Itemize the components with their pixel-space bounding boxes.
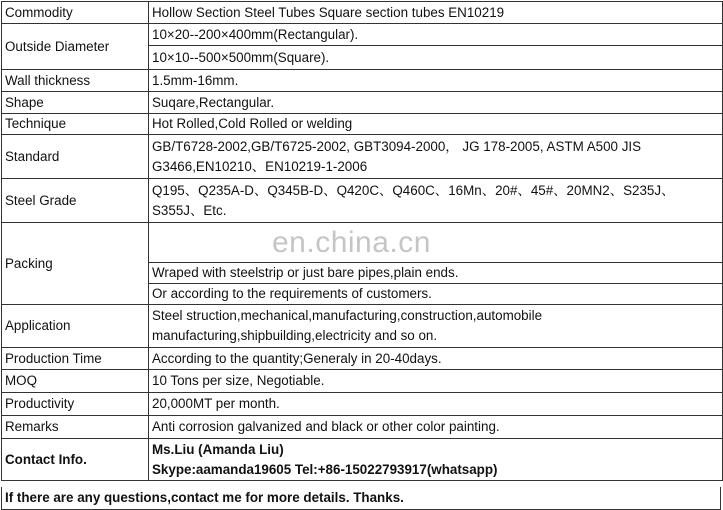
standard-value <box>149 135 723 179</box>
row-remarks <box>2 416 723 439</box>
commodity-label: Commodity <box>2 2 149 24</box>
productivity-value: 20,000MT per month. <box>149 393 723 416</box>
outside-diameter-line1: 10×20--200×400mm(Rectangular). <box>149 24 723 46</box>
row-application <box>2 305 723 348</box>
standard-line2: G3466,EN10210、EN10219-1-2006 <box>152 158 368 174</box>
shape-value: Suqare,Rectangular. <box>149 92 723 114</box>
technique-label: Technique <box>2 114 149 135</box>
productivity-label: Productivity <box>2 393 149 416</box>
footer-note: If there are any questions,contact me for more details. Thanks. <box>1 487 721 510</box>
row-packing <box>2 223 723 263</box>
steel-grade-label: Steel Grade <box>2 179 149 223</box>
remarks-label: Remarks <box>2 416 149 439</box>
row-standard <box>2 135 723 179</box>
row-commodity <box>2 2 723 24</box>
contact-name: Ms.Liu (Amanda Liu) <box>152 441 284 457</box>
standard-line1: GB/T6728-2002,GB/T6725-2002, GBT3094-2000， JG 178-2005, ASTM A500 JIS <box>152 138 642 154</box>
standard-label: Standard <box>2 135 149 179</box>
production-time-label: Production Time <box>2 348 149 370</box>
row-moq <box>2 370 723 393</box>
application-label: Application <box>2 305 149 348</box>
watermark: en.china.cn <box>272 226 431 259</box>
shape-label: Shape <box>2 92 149 114</box>
outside-diameter-line2: 10×10--500×500mm(Square). <box>149 46 723 70</box>
application-value <box>149 305 723 348</box>
production-time-value: According to the quantity;Generaly in 20-40days. <box>149 348 723 370</box>
commodity-value: Hollow Section Steel Tubes Square section tubes EN10219 <box>149 2 723 24</box>
row-productivity <box>2 393 723 416</box>
row-technique <box>2 114 723 135</box>
row-production-time <box>2 348 723 370</box>
moq-value: 10 Tons per size, Negotiable. <box>149 370 723 393</box>
row-shape <box>2 92 723 114</box>
wall-thickness-label: Wall thickness <box>2 70 149 92</box>
row-wall-thickness <box>2 70 723 92</box>
spec-table <box>1 1 723 481</box>
steel-grade-line1: Q195、Q235A-D、Q345B-D、Q420C、Q460C、16Mn、20#、45#、20MN2、S235J、 <box>152 182 675 198</box>
moq-label: MOQ <box>2 370 149 393</box>
row-steel-grade <box>2 179 723 223</box>
outside-diameter-label: Outside Diameter <box>2 24 149 70</box>
packing-spacer <box>149 223 723 263</box>
technique-value: Hot Rolled,Cold Rolled or welding <box>149 114 723 135</box>
packing-line2: Or according to the requirements of customers. <box>149 284 723 305</box>
row-outside-diameter <box>2 24 723 46</box>
application-line1: Steel struction,mechanical,manufacturing,construction,automobile <box>152 308 543 323</box>
row-contact <box>2 439 723 481</box>
packing-label: Packing <box>2 223 149 305</box>
contact-label: Contact Info. <box>2 439 149 481</box>
packing-line1: Wraped with steelstrip or just bare pipes,plain ends. <box>149 263 723 284</box>
contact-value <box>149 439 723 481</box>
steel-grade-value <box>149 179 723 223</box>
steel-grade-line2: S355J、Etc. <box>152 202 227 218</box>
contact-skype-tel: Skype:aamanda19605 Tel:+86-15022793917(whatsapp) <box>152 461 498 477</box>
wall-thickness-value: 1.5mm-16mm. <box>149 70 723 92</box>
application-line2: manufacturing,shipbuilding,electricity and so on. <box>152 328 438 343</box>
remarks-value: Anti corrosion galvanized and black or other color painting. <box>149 416 723 439</box>
